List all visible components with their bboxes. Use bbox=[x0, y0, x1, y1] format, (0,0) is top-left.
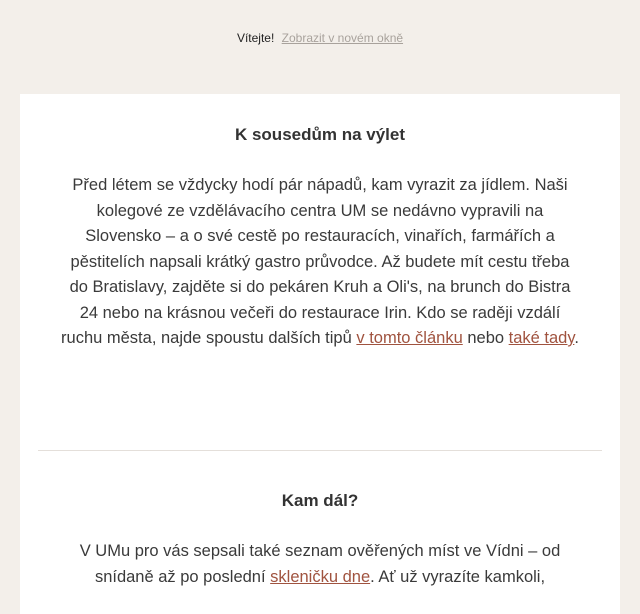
paragraph-text: V UMu pro vás sepsali také seznam ověřených míst ve Vídni – od snídaně až po poslední bbox=[79, 542, 561, 586]
newsletter-card bbox=[20, 94, 620, 614]
section-paragraph bbox=[60, 539, 580, 590]
last-glass-link[interactable]: skleničku dne bbox=[270, 567, 371, 586]
section-paragraph bbox=[60, 173, 580, 352]
view-in-browser-link[interactable]: Zobrazit v novém okně bbox=[281, 31, 404, 45]
welcome-text: Vítejte! bbox=[236, 31, 275, 45]
paragraph-text: . Ať už vyrazíte kamkoli, bbox=[370, 567, 546, 586]
section-divider bbox=[38, 450, 602, 451]
paragraph-text: . bbox=[574, 329, 579, 347]
section-title: Kam dál? bbox=[281, 491, 359, 510]
preheader bbox=[0, 30, 640, 46]
more-tips-link[interactable]: také tady bbox=[508, 329, 575, 347]
paragraph-text: nebo bbox=[462, 329, 509, 347]
article-link[interactable]: v tomto článku bbox=[356, 329, 463, 347]
article-section-where-next bbox=[60, 490, 580, 590]
section-title: K sousedům na výlet bbox=[234, 125, 406, 144]
article-section-neighbors bbox=[60, 124, 580, 352]
paragraph-text: Před létem se vždycky hodí pár nápadů, kam vyrazit za jídlem. Naši kolegové ze vzdělávacího centra UM se nedávno vypravili na Slovensko – a o své cestě po restauracích, vinařích, farmářích a pěstitelích napsali krátký gastro průvodce. Až budete mít cestu třeba do Bratislavy, zajděte si do pekáren Kruh a Oli's, na brunch do Bistra 24 nebo na krásnou večeři do restaurace Irin. Kdo se raději vzdálí ruchu města, najde spoustu dalších tipů bbox=[61, 176, 571, 347]
